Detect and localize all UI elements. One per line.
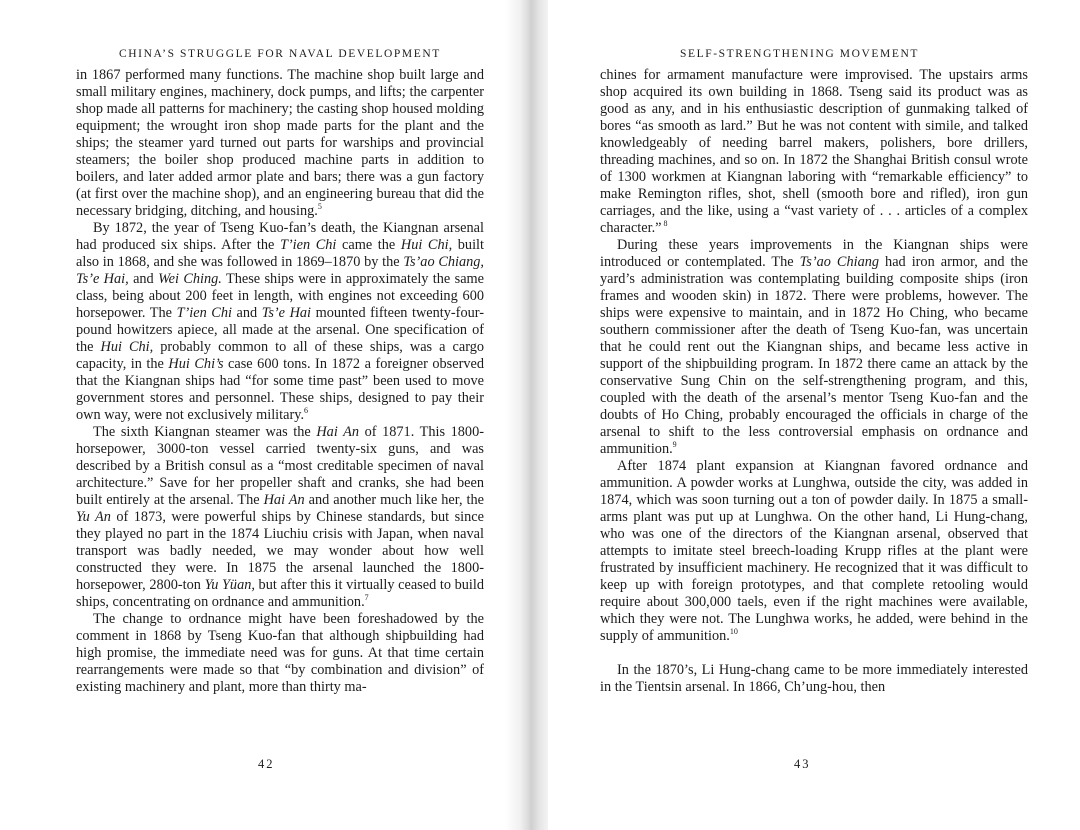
right-page xyxy=(548,0,1080,830)
left-running-head: CHINA’S STRUGGLE FOR NAVAL DEVELOPMENT xyxy=(119,48,441,60)
paragraph xyxy=(76,220,484,424)
italic-text: Wei Ching. xyxy=(158,271,222,287)
paragraph xyxy=(76,424,484,611)
italic-text: Ts’e Hai xyxy=(261,305,312,321)
paragraph xyxy=(600,662,1028,696)
footnote-marker: 5 xyxy=(317,202,322,212)
text-run: of 1873, were powerful ships by Chinese standards, but since they played no part in the 1874 Liuchiu crisis with Japan, when naval transport was badly needed, we may wonder about how well constructed they were. In 1875 the arsenal launched the 1800-horsepower, 2800-ton xyxy=(76,509,484,593)
text-run: probably common to all of these ships, was a cargo capacity, in the xyxy=(76,339,484,372)
text-run: case 600 tons. In 1872 a foreigner observed that the Kiangnan ships had “for some time past” been used to move government stores and personnel. These ships, designed to pay their own way, were not exclusively military. xyxy=(76,356,484,423)
text-run: and another much like her, the xyxy=(304,492,484,508)
right-running-head: SELF-STRENGTHENING MOVEMENT xyxy=(680,48,920,60)
text-run: The change to ordnance might have been foreshadowed by the comment in 1868 by Tseng Kuo-fan that although shipbuilding had high promise, the immediate need was for guns. At that time certain rearrangements were made so that “by combination and division” of existing machinery and plant, more than thirty ma- xyxy=(76,611,484,695)
text-run: By 1872, the year of Tseng Kuo-fan’s death, the Kiangnan arsenal had produced six ships. After the xyxy=(76,220,484,253)
text-run: but after this it virtually ceased to build ships, concentrating on ordnance and ammunition. xyxy=(76,577,484,610)
italic-text: Hui Chi’s xyxy=(168,356,224,372)
text-run: In the 1870’s, Li Hung-chang came to be more immediately interested in the Tientsin arsenal. In 1866, Ch’ung-hou, then xyxy=(600,662,1028,695)
right-page-number: 43 xyxy=(794,757,811,771)
text-run: in 1867 performed many functions. The machine shop built large and small military engines, machinery, dock pumps, and lifts; the carpenter shop made all patterns for machinery; the casting shop housed molding equipment; the wrought iron shop made parts for the plant and the ships; the steamer yard turned out parts for warships and provincial steamers; the boiler shop produced machine parts in addition to boilers, and later added armor plate and bars; there was a gun factory (at first over the machine shop), and an engineering bureau that did the necessary bridging, ditching, and housing. xyxy=(76,67,484,219)
text-run: After 1874 plant expansion at Kiangnan favored ordnance and ammunition. A powder works at Lunghwa, outside the city, was added in 1874, which was soon turning out a ton of powder daily. In 1875 a small-arms plant was put up at Lunghwa. On the other hand, Li Hung-chang, who was one of the directors of the Kiangnan arsenal, observed that attempts to imitate steel breech-loading Krupp rifles at the plant were frustrated by insufficient machinery. He recognized that it was difficult to keep up with foreign prototypes, and that complete retooling would require about 300,000 taels, even if the right machines were available, which they were not. The Lunghwa works, he added, were behind in the supply of ammunition. xyxy=(600,458,1028,644)
italic-text: Yu Yüan, xyxy=(204,577,255,593)
paragraph xyxy=(600,67,1028,237)
paragraph xyxy=(76,67,484,220)
italic-text: Hui Chi, xyxy=(400,237,453,253)
paragraph xyxy=(76,611,484,696)
paragraph xyxy=(600,237,1028,458)
right-body-text xyxy=(600,67,1028,696)
footnote-marker: 10 xyxy=(729,627,738,637)
paragraph xyxy=(600,458,1028,645)
text-run: had iron armor, and the yard’s administration was contemplating building composite ships (iron frames and wooden skin) in 1872. There were problems, however. The ships were expensive to maintain, and in 1872 Ho Ching, who became southern commissioner after the death of Tseng Kuo-fan, was uncertain that he could rent out the Kiangnan ships, and became less active in support of the shipbuilding program. In 1872 there came an attack by the conservative Sung Chin on the self-strengthening program, and this, coupled with the death of the arsenal’s mentor Tseng Kuo-fan and the doubts of Ho Ching, probably encouraged the officials in charge of the arsenal to shift to the less controversial emphasis on ordnance and ammunition. xyxy=(600,254,1029,457)
text-run: mounted fifteen twenty-four-pound howitzers apiece, all made at the arsenal. One specification of the xyxy=(76,305,484,355)
text-run: During these years improvements in the Kiangnan ships were introduced or contemplated. The xyxy=(600,237,1028,270)
italic-text: Hui Chi, xyxy=(100,339,154,355)
italic-text: Hai An xyxy=(316,424,360,440)
italic-text: Yu An xyxy=(76,509,111,525)
text-run: of 1871. This 1800-horsepower, 3000-ton vessel carried twenty-six guns, and was described by a British consul as a “most creditable specimen of naval architecture.” Save for her propeller shaft and cranks, she had been built entirely at the arsenal. The xyxy=(76,424,484,508)
text-run: built also in 1868, and she was followed in 1869–1870 by the xyxy=(76,237,484,270)
left-page xyxy=(0,0,518,830)
italic-text: Ts’ao Chiang, Ts’e Hai, xyxy=(76,254,484,287)
text-run: and xyxy=(231,305,262,321)
italic-text: Ts’ao Chiang xyxy=(799,254,880,270)
footnote-marker: 7 xyxy=(364,593,369,603)
left-page-number: 42 xyxy=(258,757,275,771)
italic-text: Hai An xyxy=(263,492,305,508)
text-run: These ships were in approximately the same class, being about 200 feet in length, with engines not exceeding 600 horsepower. The xyxy=(76,271,485,321)
footnote-marker: 8 xyxy=(661,219,668,229)
italic-text: T’ien Chi xyxy=(176,305,232,321)
footnote-marker: 6 xyxy=(304,406,309,416)
left-body-text xyxy=(76,67,484,696)
footnote-marker: 9 xyxy=(672,440,677,450)
text-run: The sixth Kiangnan steamer was the xyxy=(93,424,317,440)
text-run: came the xyxy=(336,237,401,253)
text-run: chines for armament manufacture were improvised. The upstairs arms shop acquired its own building in 1868. Tseng said its product was as good as any, and in his enthusiastic description of gunmaking talked of bores “as smooth as lard.” But he was not content with simile, and talked knowledgeably of needing barrel makers, polishers, bore drillers, threading machines, and so on. In 1872 the Shanghai British consul wrote of 1300 workmen at Kiangnan laboring with “remarkable efficiency” to make Remington rifles, shot, shell (smooth bore and rifled), iron gun carriages, and the like, using a “vast variety of . . . articles of a complex character.” xyxy=(600,67,1028,236)
text-run: and xyxy=(128,271,159,287)
italic-text: T’ien Chi xyxy=(279,237,337,253)
